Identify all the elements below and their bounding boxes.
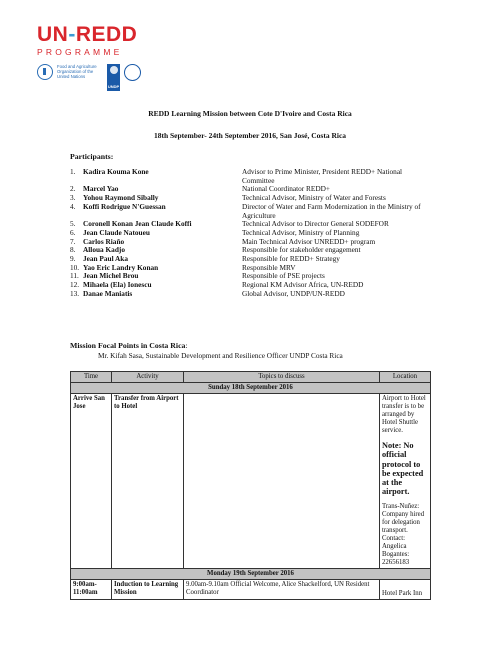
location-note: Note: No official protocol to be expected at the airport. (382, 441, 424, 497)
document-title: REDD Learning Mission between Cote D'Ivoire and Costa Rica (148, 109, 352, 118)
day-label: Sunday 18th September 2016 (71, 383, 431, 394)
location-contact-text: Trans-Nuñez: Company hired for delegation transport. Contact: Angelica Bogantes: 22656183 (382, 502, 425, 566)
list-item: 11. Jean Michel Brou Responsible of PSE projects (70, 271, 325, 281)
header-time: Time (71, 372, 112, 383)
cell-topics (184, 394, 380, 569)
cell-activity: Transfer from Airport to Hotel (112, 394, 184, 569)
participants-list (70, 168, 430, 299)
day-row (71, 383, 431, 394)
logo-title: UN-REDD (37, 23, 138, 46)
list-item: 6. Jean Claude Natoueu Technical Advisor, Ministry of Planning (70, 227, 360, 237)
partner-logos (37, 64, 147, 91)
list-item: 8. Alloua Kadjo Responsible for stakeholder engagement (70, 245, 361, 255)
list-item: 9. Jean Paul Aka Responsible for REDD+ Strategy (70, 254, 340, 264)
cell-time: 9:00am-11:00am (71, 579, 112, 599)
table-header-row (71, 372, 431, 383)
cell-topics: 9.00am-9.10am Official Welcome, Alice Shackelford, UN Resident Coordinator (184, 579, 380, 599)
un-redd-logo (37, 24, 147, 91)
cell-location (380, 394, 431, 569)
schedule-table (70, 371, 431, 600)
table-row (71, 394, 431, 569)
list-item: 7. Carlos Riaño Main Technical Advisor UNREDD+ program (70, 236, 376, 246)
list-item: 5. Coronell Konan Jean Claude Koffi Technical Advisor to Director General SODEFOR (70, 219, 389, 229)
day-row (71, 568, 431, 579)
cell-time: Arrive San Jose (71, 394, 112, 569)
list-item: 2. Marcel Yao National Coordinator REDD+ (70, 184, 331, 194)
header-topics: Topics to discuss (184, 372, 380, 383)
undp-logo: UNDP (107, 64, 120, 91)
header-activity: Activity (112, 372, 184, 383)
participants-heading: Participants: (70, 152, 114, 161)
header-location: Location (380, 372, 431, 383)
list-item: 1. Kadira Kouma Kone Advisor to Prime Minister, President REDD+ National Committee (70, 167, 403, 185)
un-emblem-icon (110, 66, 118, 74)
fao-name: Food and Agriculture Organization of the United Nations (57, 64, 97, 79)
list-item: 13. Danae Maniatis Global Advisor, UNDP/UN-REDD (70, 288, 345, 298)
focal-points-heading: Mission Focal Points in Costa Rica: (70, 341, 188, 350)
fao-logo-icon (37, 64, 53, 80)
list-item: 3. Yohou Raymond Sibally Technical Advisor, Ministry of Water and Forests (70, 193, 386, 203)
cell-location: Hotel Park Inn (380, 579, 431, 599)
focal-point-person: Mr. Kifah Sasa, Sustainable Development and Resilience Officer UNDP Costa Rica (98, 351, 343, 360)
list-item: 10. Yao Eric Landry Konan Responsible MRV (70, 262, 296, 272)
unep-logo-icon (124, 64, 141, 81)
location-transfer-text: Airport to Hotel transfer is to be arranged by Hotel Shuttle service. (382, 395, 426, 434)
logo-subtitle: PROGRAMME (37, 47, 123, 57)
table-row (71, 579, 431, 599)
list-item: 12. Mihaela (Ela) Ionescu Regional KM Advisor Africa, UN-REDD (70, 280, 364, 290)
list-item: 4. Koffi Rodrigue N'Guessan Director of Water and Farm Modernization in the Ministry of Agriculture (70, 201, 421, 220)
day-label: Monday 19th September 2016 (71, 568, 431, 579)
mission-dates: 18th September- 24th September 2016, San José, Costa Rica (153, 131, 347, 140)
cell-activity: Induction to Learning Mission (112, 579, 184, 599)
